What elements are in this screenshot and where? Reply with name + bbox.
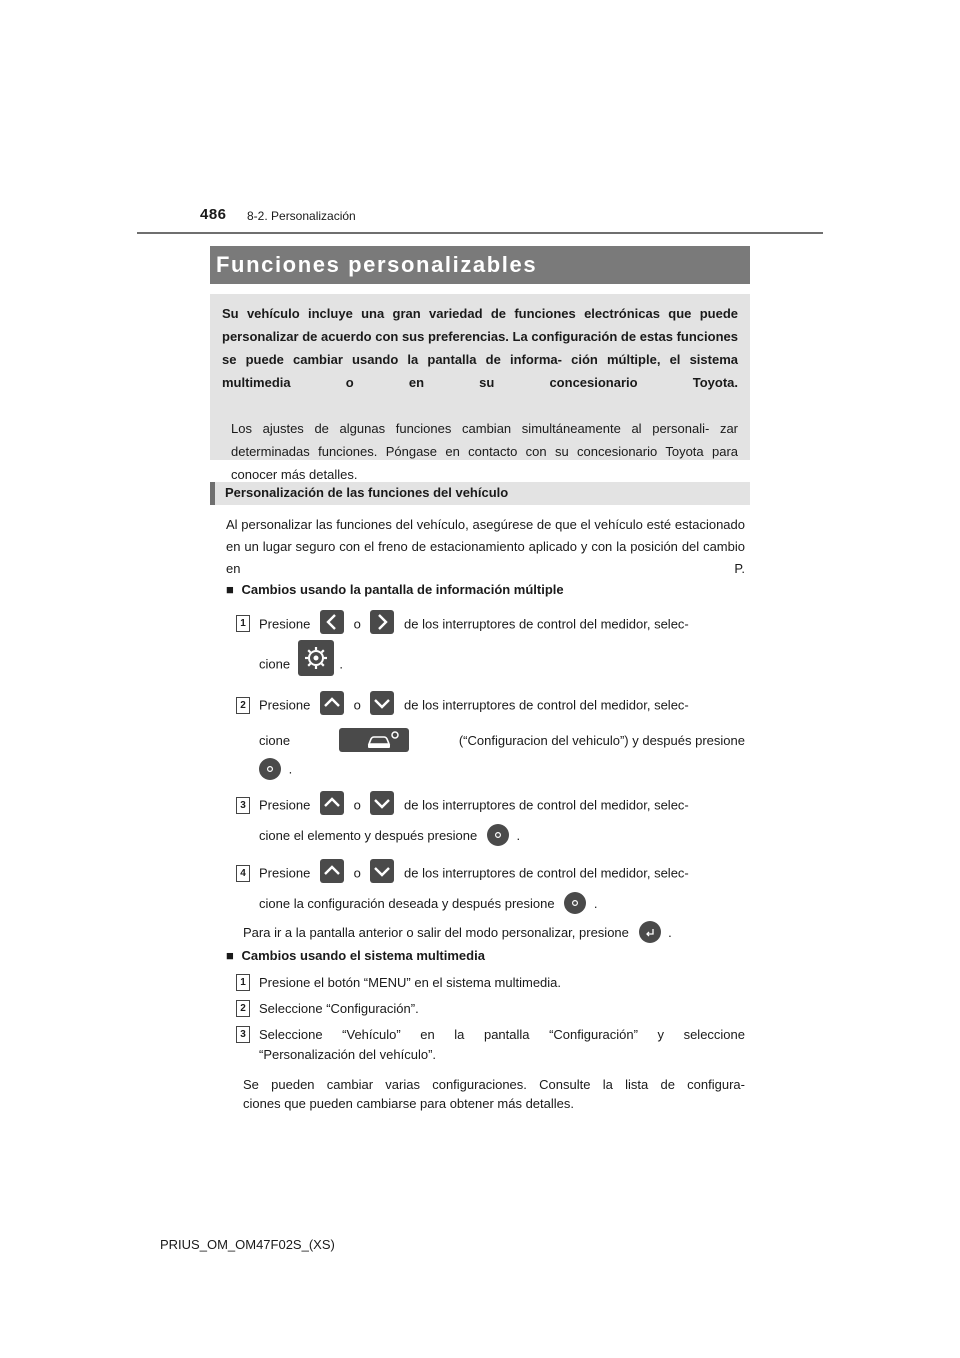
step-text: de los interruptores de control del medidor, selec- [404, 697, 689, 713]
step-text: (“Configuracion del vehiculo”) y después presione [458, 732, 745, 748]
subsection-title: Personalización de las funciones del vehículo [225, 485, 509, 500]
intro-note: Los ajustes de algunas funciones cambian simultáneamente al personali- zar determinadas funciones. Póngase en contacto con su concesionario Toyota para conocer más detalles. [231, 421, 738, 482]
step-number: 3 [236, 1026, 250, 1043]
step-text: cione el elemento y después presione [259, 827, 478, 843]
step-number: 2 [236, 1000, 250, 1017]
step-text: Presione [259, 697, 311, 713]
up-arrow-button-icon [320, 691, 344, 715]
ok-button-icon [259, 758, 281, 780]
step-2-line-1 [259, 697, 689, 715]
bullet-square-icon: ■ [226, 948, 234, 963]
step-text: o [353, 797, 361, 813]
back-instruction [243, 924, 672, 943]
footer-code: PRIUS_OM_OM47F02S_(XS) [160, 1237, 335, 1252]
left-arrow-button-icon [320, 610, 344, 634]
section-label: 8-2. Personalización [247, 209, 356, 223]
note-text: Se pueden cambiar varias configuraciones. Consulte la lista de configura- [243, 1077, 745, 1092]
step-1-line-1 [259, 616, 689, 634]
down-arrow-button-icon [370, 859, 394, 883]
step-text: . [339, 656, 343, 672]
step-2-line-3 [259, 760, 292, 780]
subsection-heading [210, 482, 750, 505]
step-text: Presione [259, 865, 311, 881]
up-arrow-button-icon [320, 791, 344, 815]
intro-box [210, 294, 750, 482]
step-text: . [593, 895, 598, 911]
step-number: 2 [236, 697, 250, 714]
mm-step-3-line-2: “Personalización del vehículo”. [259, 1047, 437, 1062]
step-text: Seleccione “Vehículo” en la pantalla “Configuración” y seleccione [259, 1027, 745, 1042]
intro-paragraph: Al personalizar las funciones del vehículo, asegúrese de que el vehículo esté estacionado en un lugar seguro con el freno de estacionamiento aplicado y con la posición del cambio en P. [226, 517, 745, 576]
bullet-heading-multimedia [226, 948, 485, 963]
step-4-line-1 [259, 865, 689, 883]
step-text: de los interruptores de control del medidor, selec- [404, 865, 689, 881]
mm-step-1: Presione el botón “MENU” en el sistema multimedia. [259, 975, 562, 990]
step-text: . [516, 827, 521, 843]
mm-step-2: Seleccione “Configuración”. [259, 1001, 419, 1016]
step-number: 3 [236, 797, 250, 814]
step-4-line-2 [259, 895, 597, 914]
step-2-line-2 [259, 728, 745, 752]
step-text: cione [259, 732, 291, 748]
vehicle-settings-icon [339, 728, 409, 752]
step-text: Presione [259, 616, 311, 632]
step-text: o [353, 865, 361, 881]
down-arrow-button-icon [370, 791, 394, 815]
settings-gear-icon [298, 640, 334, 676]
step-number: 1 [236, 974, 250, 991]
step-text: o [353, 697, 361, 713]
header-rule [137, 232, 823, 234]
step-text: cione [259, 656, 291, 672]
ok-button-icon [564, 892, 586, 914]
step-3-line-2 [259, 827, 520, 846]
mm-note-line-2: ciones que pueden cambiarse para obtener más detalles. [243, 1096, 574, 1111]
step-number: 4 [236, 865, 250, 882]
back-button-icon [639, 921, 661, 943]
step-text: . [288, 761, 293, 777]
bullet-heading-mid [226, 582, 564, 597]
down-arrow-button-icon [370, 691, 394, 715]
bullet-square-icon: ■ [226, 582, 234, 597]
up-arrow-button-icon [320, 859, 344, 883]
page-number: 486 [200, 206, 227, 223]
page-title: Funciones personalizables [210, 246, 750, 284]
back-text: Para ir a la pantalla anterior o salir del modo personalizar, presione [243, 924, 629, 940]
right-arrow-button-icon [370, 610, 394, 634]
step-text: Presione [259, 797, 311, 813]
step-1-line-2 [259, 654, 343, 676]
heading-text: Cambios usando la pantalla de información múltiple [241, 582, 564, 597]
back-text: . [668, 924, 672, 940]
step-text: o [353, 616, 361, 632]
ok-button-icon [487, 824, 509, 846]
intro-lead: Su vehículo incluye una gran variedad de funciones electrónicas que puede personalizar de acuerdo con sus preferencias. La configuración de estas funciones se puede cambiar usando la pantalla de informa- ción múltiple, el sistema multimedia o en su concesionario Toyota. [222, 306, 738, 390]
step-number: 1 [236, 615, 250, 632]
heading-text: Cambios usando el sistema multimedia [241, 948, 485, 963]
step-text: de los interruptores de control del medidor, selec- [404, 616, 689, 632]
step-3-line-1 [259, 797, 689, 815]
step-text: cione la configuración deseada y después presione [259, 895, 555, 911]
step-text: de los interruptores de control del medidor, selec- [404, 797, 689, 813]
subsection-bar [210, 482, 215, 505]
